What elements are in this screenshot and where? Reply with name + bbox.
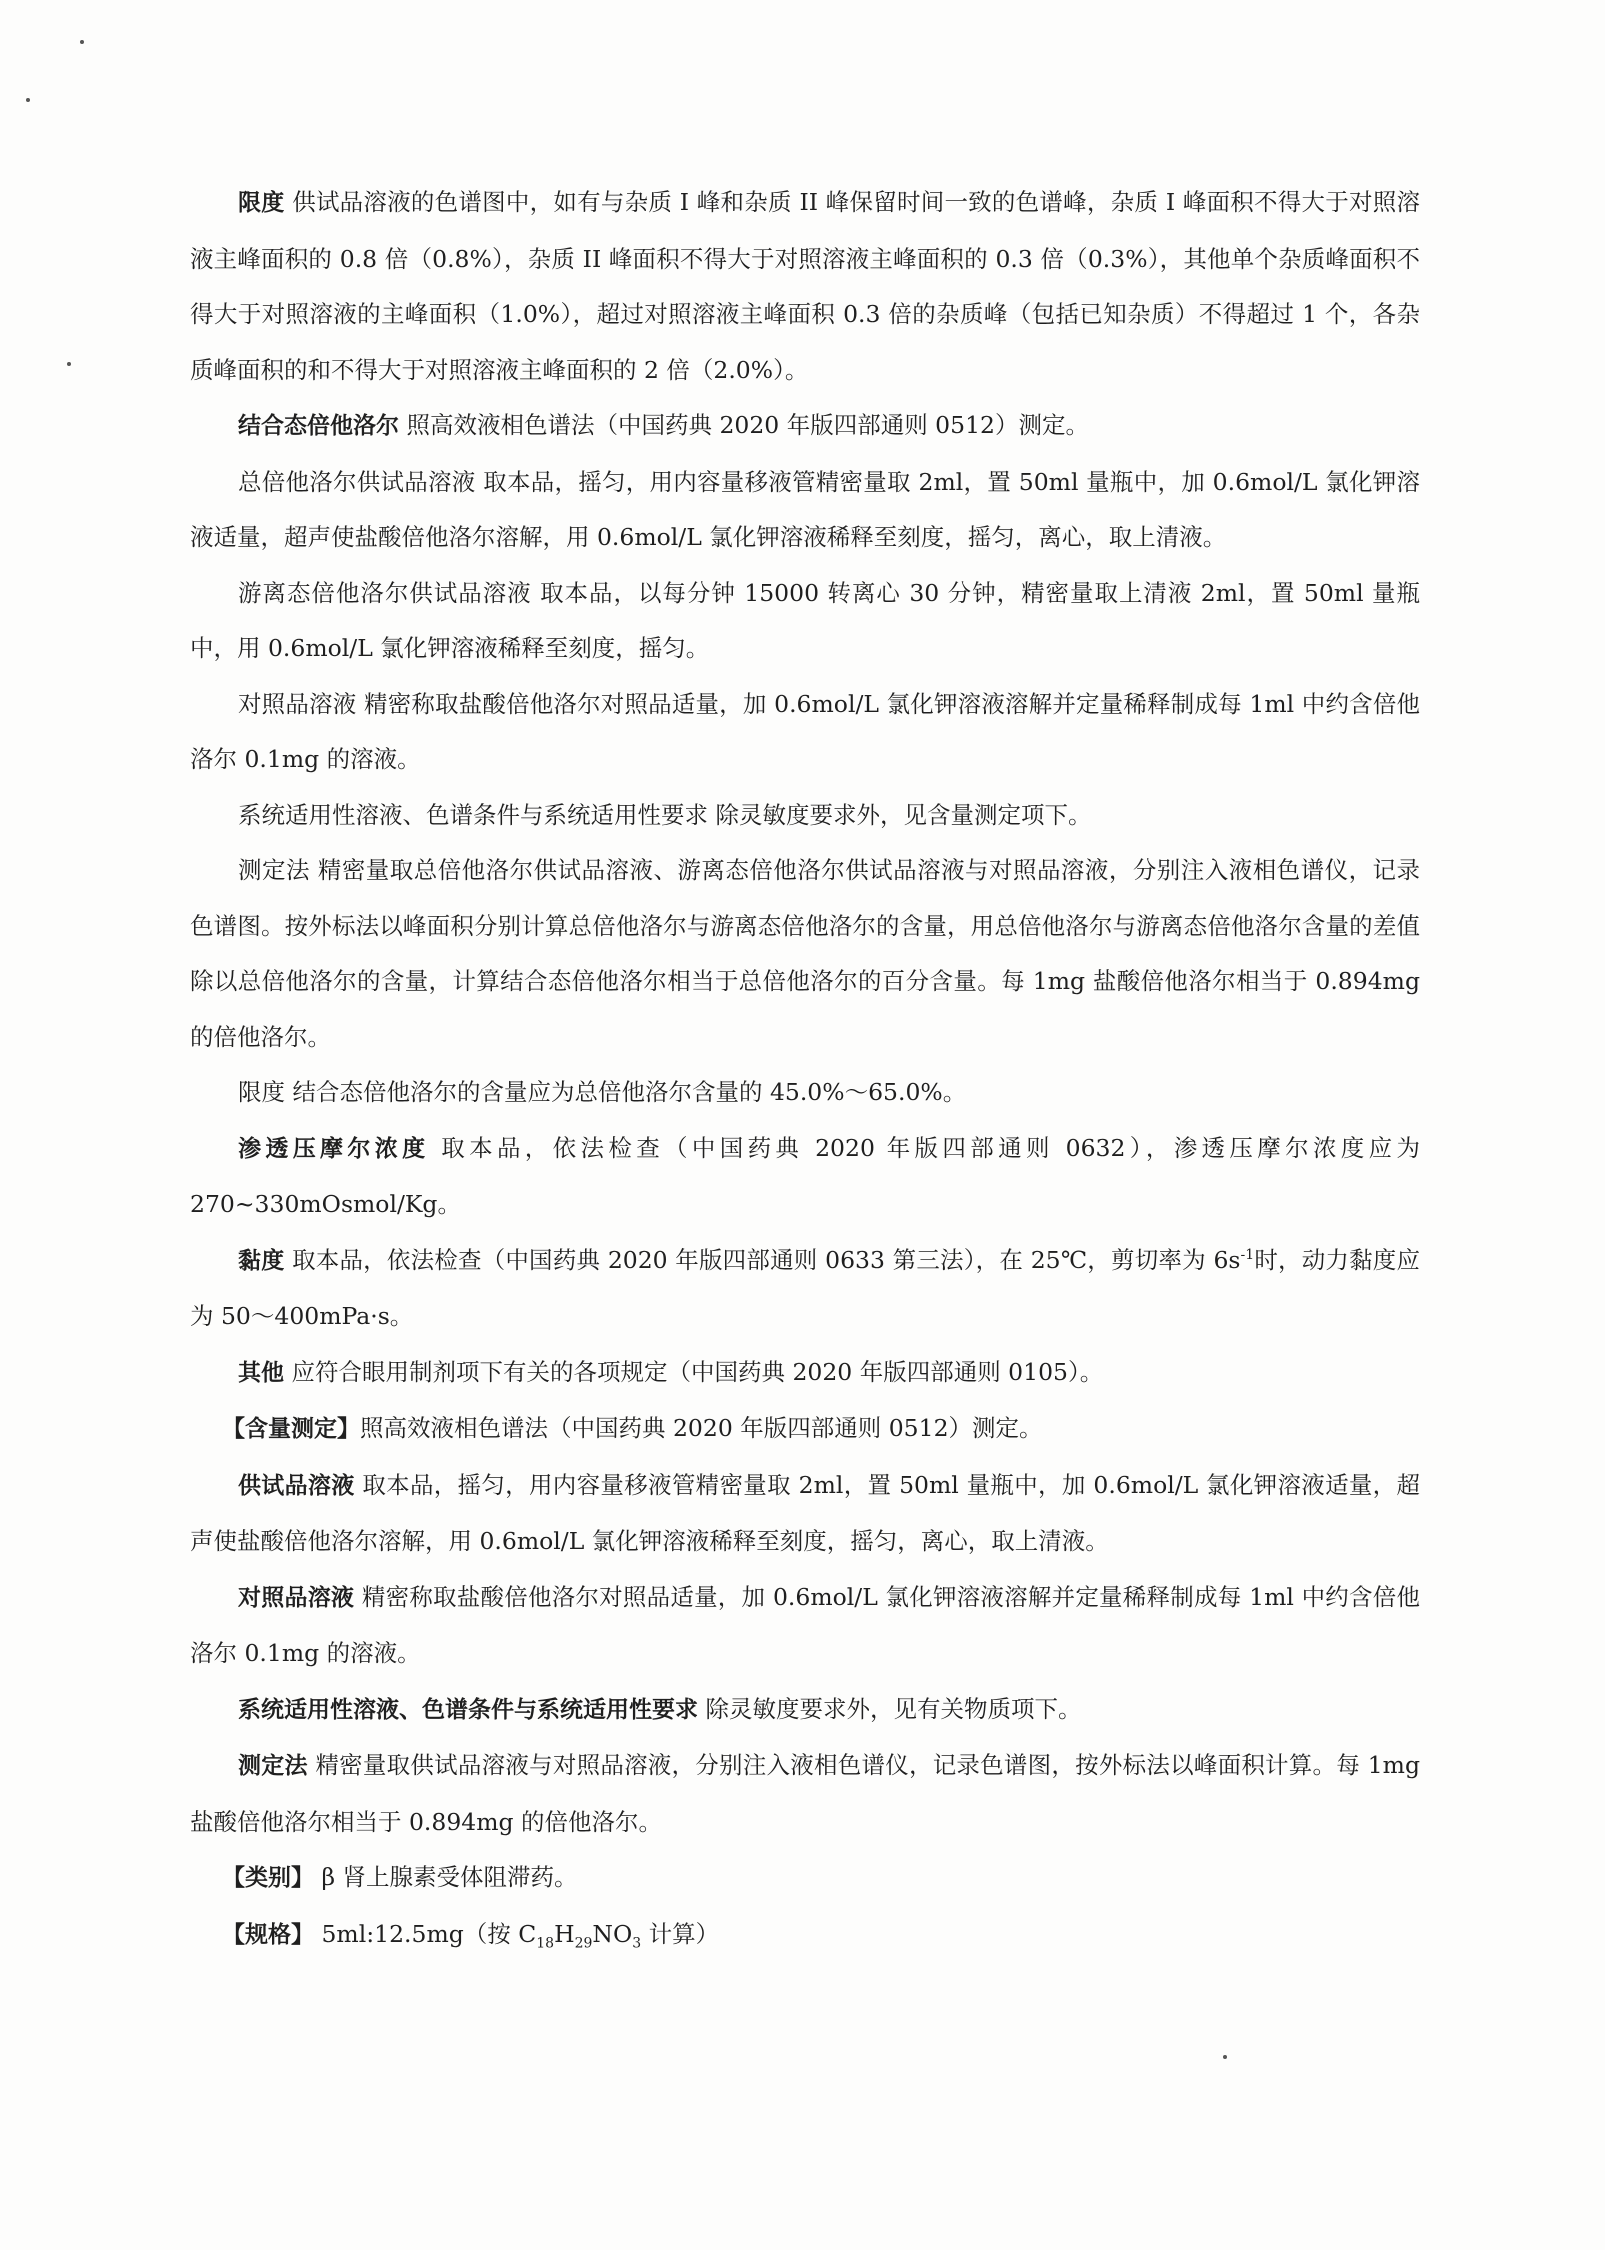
section-heading: 系统适用性溶液、色谱条件与系统适用性要求 [238,1696,698,1723]
paragraph-assay-reference-solution [190,1570,1420,1682]
section-heading: 结合态倍他洛尔 [238,413,399,439]
paragraph-text: 取本品，依法检查（中国药典 2020 年版四部通则 0632），渗透压摩尔浓度应为 270~330mOsmol/Kg。 [190,1133,1420,1218]
subsection-heading: 游离态倍他洛尔供试品溶液 [238,578,532,607]
section-heading: 其他 [238,1359,284,1386]
paragraph-total-test-solution [190,455,1420,566]
paragraph-specification [190,1907,1420,1964]
paragraph-osmolality [190,1121,1420,1233]
paragraph-text: 精密量取总倍他洛尔供试品溶液、游离态倍他洛尔供试品溶液与对照品溶液，分别注入液相色谱仪，记录色谱图。按外标法以峰面积分别计算总倍他洛尔与游离态倍他洛尔的含量，用总倍他洛尔与游离态倍他洛尔含量的差值除以总倍他洛尔的含量，计算结合态倍他洛尔相当于总倍他洛尔的百分含量。每 1mg 盐酸倍他洛尔相当于 0.894mg 的倍他洛尔。 [190,856,1421,1051]
subsection-heading: 测定法 [238,856,310,884]
paragraph-free-test-solution [190,566,1420,677]
paragraph-text: 取本品，以每分钟 15000 转离心 30 分钟，精密量取上清液 2ml，置 50ml 量瓶中，用 0.6mol/L 氯化钾溶液稀释至刻度，摇匀。 [190,578,1421,662]
paragraph-text: 5ml:12.5mg（按 C [314,1919,537,1948]
paragraph-bound-betaxolol [190,398,1420,455]
paragraph-impurity-limit [190,175,1420,398]
paragraph-text: 精密称取盐酸倍他洛尔对照品适量，加 0.6mol/L 氯化钾溶液溶解并定量稀释制成每 1ml 中约含倍他洛尔 0.1mg 的溶液。 [190,689,1420,773]
paragraph-text: 计算） [641,1919,720,1948]
paragraph-text: β 肾上腺素受体阻滞药。 [314,1863,578,1891]
subsection-heading: 系统适用性溶液、色谱条件与系统适用性要求 [238,800,708,829]
formula-text: NO [592,1919,633,1948]
paragraph-other [190,1345,1420,1402]
scan-speck [26,98,30,102]
paragraph-category [190,1850,1420,1907]
paragraph-assay-test-solution [190,1458,1420,1570]
paragraph-text: 供试品溶液的色谱图中，如有与杂质 I 峰和杂质 II 峰保留时间一致的色谱峰，杂质 I 峰面积不得大于对照溶液主峰面积的 0.8 倍（0.8%），杂质 II 峰面积不得大于对照溶液主峰面积的 0.3 倍（0.3%），其他单个杂质峰面积不得大于对照溶液的主峰面积（1.0%），超过对照溶液主峰面积 0.3 倍的杂质峰（包括已知杂质）不得超过 1 个，各杂质峰面积的和不得大于对照溶液主峰面积的 2 倍（2.0%）。 [190,188,1420,384]
paragraph-viscosity [190,1233,1420,1345]
document-body [190,175,1420,1963]
section-heading: 黏度 [238,1247,285,1274]
paragraph-text: 结合态倍他洛尔的含量应为总倍他洛尔含量的 45.0%～65.0%。 [285,1078,967,1106]
paragraph-text: 应符合眼用制剂项下有关的各项规定（中国药典 2020 年版四部通则 0105）。 [284,1357,1104,1386]
section-heading: 测定法 [238,1753,308,1779]
paragraph-text: 取本品，依法检查（中国药典 2020 年版四部通则 0633 第三法），在 25℃，剪切率为 6s [284,1245,1241,1274]
paragraph-text: 照高效液相色谱法（中国药典 2020 年版四部通则 0512）测定。 [360,1414,1043,1442]
paragraph-text: 精密称取盐酸倍他洛尔对照品适量，加 0.6mol/L 氯化钾溶液溶解并定量稀释制成每 1ml 中约含倍他洛尔 0.1mg 的溶液。 [190,1582,1420,1667]
subsection-heading: 对照品溶液 [238,689,357,718]
paragraph-text: 取本品，摇匀，用内容量移液管精密量取 2ml，置 50ml 量瓶中，加 0.6mol/L 氯化钾溶液适量，超声使盐酸倍他洛尔溶解，用 0.6mol/L 氯化钾溶液稀释至刻度，摇匀，离心，取上清液。 [190,467,1420,551]
subscript: 18 [536,1935,555,1952]
paragraph-assay [190,1401,1420,1458]
section-heading: 对照品溶液 [238,1584,355,1611]
section-heading: 限度 [238,190,285,216]
paragraph-text: 除灵敏度要求外，见有关物质项下。 [698,1694,1082,1723]
subscript: 29 [574,1935,593,1952]
paragraph-reference-solution [190,677,1420,788]
scan-speck [1223,2055,1227,2059]
section-heading: 【类别】 [222,1865,314,1891]
section-heading: 【含量测定】 [222,1416,360,1442]
paragraph-text: 时，动力黏度应为 50～400mPa·s。 [190,1245,1421,1330]
paragraph-text: 除灵敏度要求外，见含量测定项下。 [708,800,1092,829]
section-heading: 供试品溶液 [238,1472,355,1499]
paragraph-text: 取本品，摇匀，用内容量移液管精密量取 2ml，置 50ml 量瓶中，加 0.6mol/L 氯化钾溶液适量，超声使盐酸倍他洛尔溶解，用 0.6mol/L 氯化钾溶液稀释至刻度，摇匀，离心，取上清液。 [190,1470,1420,1555]
paragraph-assay-procedure [190,1738,1420,1850]
section-heading: 渗透压摩尔浓度 [238,1135,430,1162]
paragraph-assay-system-suitability [190,1682,1420,1739]
paragraph-text: 照高效液相色谱法（中国药典 2020 年版四部通则 0512）测定。 [399,411,1089,439]
formula-text: H [554,1919,575,1948]
paragraph-text: 精密量取供试品溶液与对照品溶液，分别注入液相色谱仪，记录色谱图，按外标法以峰面积计算。每 1mg 盐酸倍他洛尔相当于 0.894mg 的倍他洛尔。 [190,1751,1421,1836]
subsection-heading: 限度 [238,1078,285,1106]
paragraph-bound-limit [190,1065,1420,1121]
scan-speck [80,40,84,44]
section-heading: 【规格】 [222,1921,314,1948]
paragraph-procedure [190,843,1420,1065]
superscript: -1 [1240,1246,1255,1263]
subsection-heading: 总倍他洛尔供试品溶液 [238,467,476,496]
scan-speck [67,362,71,366]
subscript: 3 [632,1935,642,1952]
paragraph-system-suitability [190,788,1420,844]
